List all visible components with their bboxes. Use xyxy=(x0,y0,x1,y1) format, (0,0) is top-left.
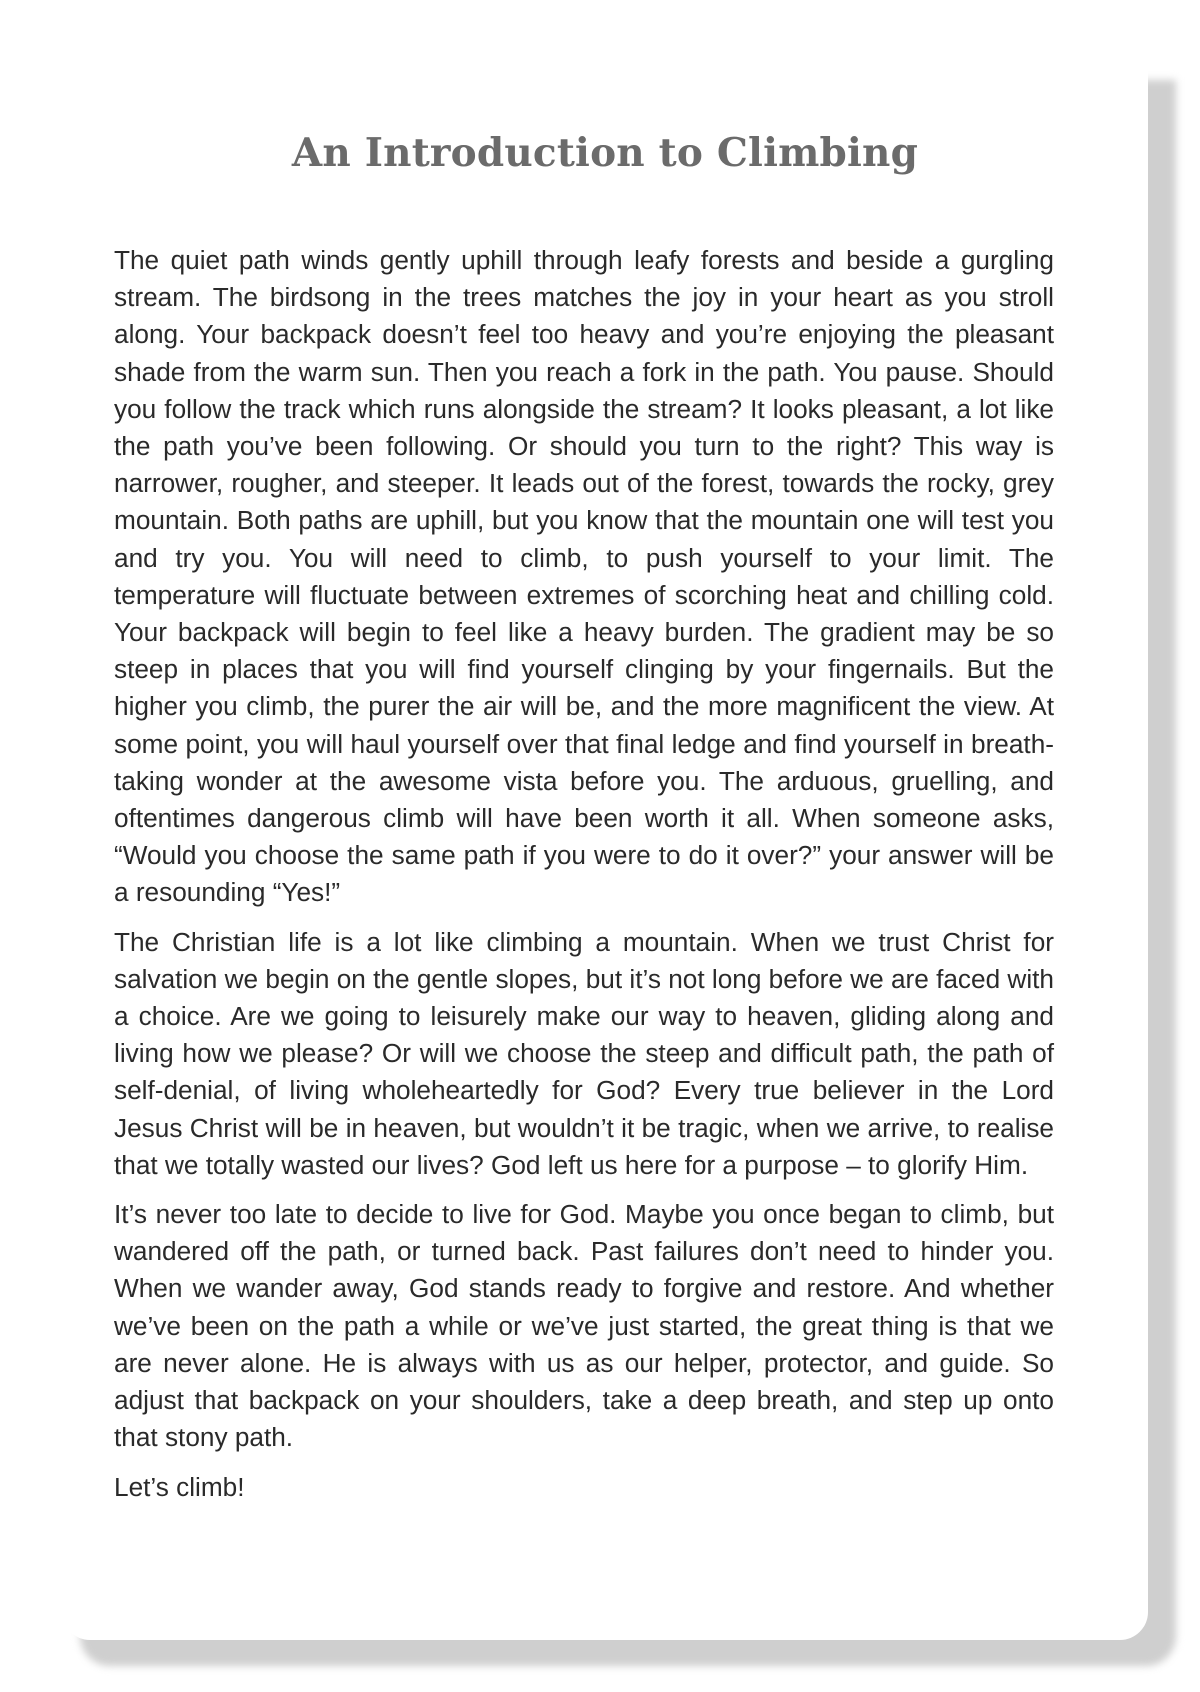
paragraph-4: Let’s climb! xyxy=(114,1471,245,1502)
paragraph-3: It’s never too late to decide to live for God. Maybe you once began to climb, but wandered off the path, or turned back. Past failures don’t need to hinder you. When we wander away, God stands ready to forgive and restore. And whether we’ve been on the path a while or we’ve just started, the great thing is that we are never alone. He is always with us as our helper, protector, and guide. So adjust that backpack on your shoulders, take a deep breath, and step up onto that stony path. xyxy=(114,1199,1054,1453)
paragraph-2: The Christian life is a lot like climbing a mountain. When we trust Christ for salvation we begin on the gentle slopes, but it’s not long before we are faced with a choice. Are we going to leisurely make our way to heaven, gliding along and living how we please? Or will we choose the steep and difficult path, the path of self-denial, of living wholeheartedly for God? Every true believer in the Lord Jesus Christ will be in heaven, but wouldn’t it be tragic, when we arrive, to realise that we totally wasted our lives? God left us here for a purpose – to glorify Him. xyxy=(114,926,1054,1180)
document-page xyxy=(62,62,1148,1640)
body-text xyxy=(114,242,1054,1506)
paragraph-1: The quiet path winds gently uphill through leafy forests and beside a gurgling stream. The birdsong in the trees matches the joy in your heart as you stroll along. Your backpack doesn’t feel too heavy and you’re enjoying the pleasant shade from the warm sun. Then you reach a fork in the path. You pause. Should you follow the track which runs alongside the stream? It looks pleasant, a lot like the path you’ve been following. Or should you turn to the right? This way is narrower, rougher, and steeper. It leads out of the forest, towards the rocky, grey mountain. Both paths are uphill, but you know that the mountain one will test you and try you. You will need to climb, to push yourself to your limit. The temperature will fluctuate between extremes of scorching heat and chilling cold. Your backpack will begin to feel like a heavy burden. The gradient may be so steep in places that you will find yourself clinging by your fingernails. But the higher you climb, the purer the air will be, and the more magnificent the view. At some point, you will haul yourself over that final ledge and find yourself in breath-taking wonder at the awesome vista before you. The arduous, gruelling, and oftentimes dangerous climb will have been worth it all. When someone asks, “Would you choose the same path if you were to do it over?” your answer will be a resounding “Yes!” xyxy=(114,245,1054,908)
page-title: An Introduction to Climbing xyxy=(291,130,919,176)
